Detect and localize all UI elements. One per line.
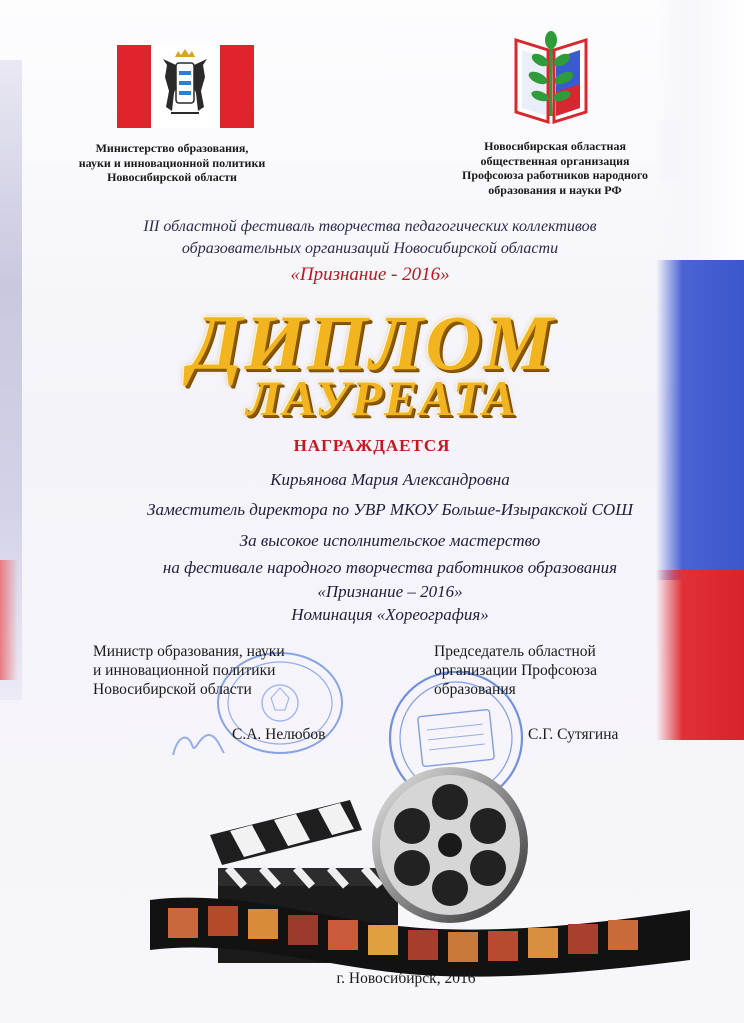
union-name [446,139,664,197]
ministry-name [62,141,282,185]
ministry-name-line: Министерство образования, [95,141,249,155]
union-name-line: Профсоюза работников народного [461,168,649,182]
recipient-position: Заместитель директора по УВР МКОУ Больше-Изыракской СОШ [147,500,633,519]
award-nomination: Номинация «Хореография» [291,605,489,624]
film-reel-decoration-icon [150,760,690,985]
award-event-name: «Признание – 2016» [317,582,463,601]
recipient-name: Кирьянова Мария Александровна [270,470,510,489]
right-signatory-title [434,642,674,699]
ministry-name-line: науки и инновационной политики [78,155,266,170]
diploma-title: ДИПЛОМ [189,299,555,386]
left-signatory-title [93,642,353,699]
trade-union-logo-icon [510,30,592,125]
right-signatory-line: организации Профсоюза [434,662,598,679]
laureate-title: ЛАУРЕАТА [246,370,518,426]
festival-title-line1: III областной фестиваль творчества педагогических коллективов [143,218,597,235]
award-reason: За высокое исполнительское мастерство [239,531,541,550]
right-signatory-line: Председатель областной [434,643,596,660]
festival-name: «Признание - 2016» [290,264,450,285]
signature-scribble-icon [168,725,228,765]
right-signatory-name: С.Г. Сутягина [528,726,619,743]
left-signatory-name: С.А. Нелюбов [232,726,326,743]
union-name-line: образования и науки РФ [488,182,622,197]
award-event: на фестивале народного творчества работников образования [162,558,618,577]
awarded-heading: НАГРАЖДАЕТСЯ [293,436,451,455]
left-signatory-line: Министр образования, науки [93,643,285,660]
left-signatory-line: и инновационной политики [93,662,276,679]
left-decor-red [0,560,18,680]
city-year: г. Новосибирск, 2016 [336,970,476,987]
right-signatory-line: образования [434,681,516,698]
union-name-line: Новосибирская областная [484,139,626,153]
movie-reel-icon [372,767,528,923]
novosibirsk-flag-icon [117,45,254,128]
ministry-name-line: Новосибирской области [107,170,237,184]
festival-title-line2: образовательных организаций Новосибирской области [181,240,559,257]
left-signatory-line: Новосибирской области [93,681,252,698]
union-name-line: общественная организация [480,153,630,168]
